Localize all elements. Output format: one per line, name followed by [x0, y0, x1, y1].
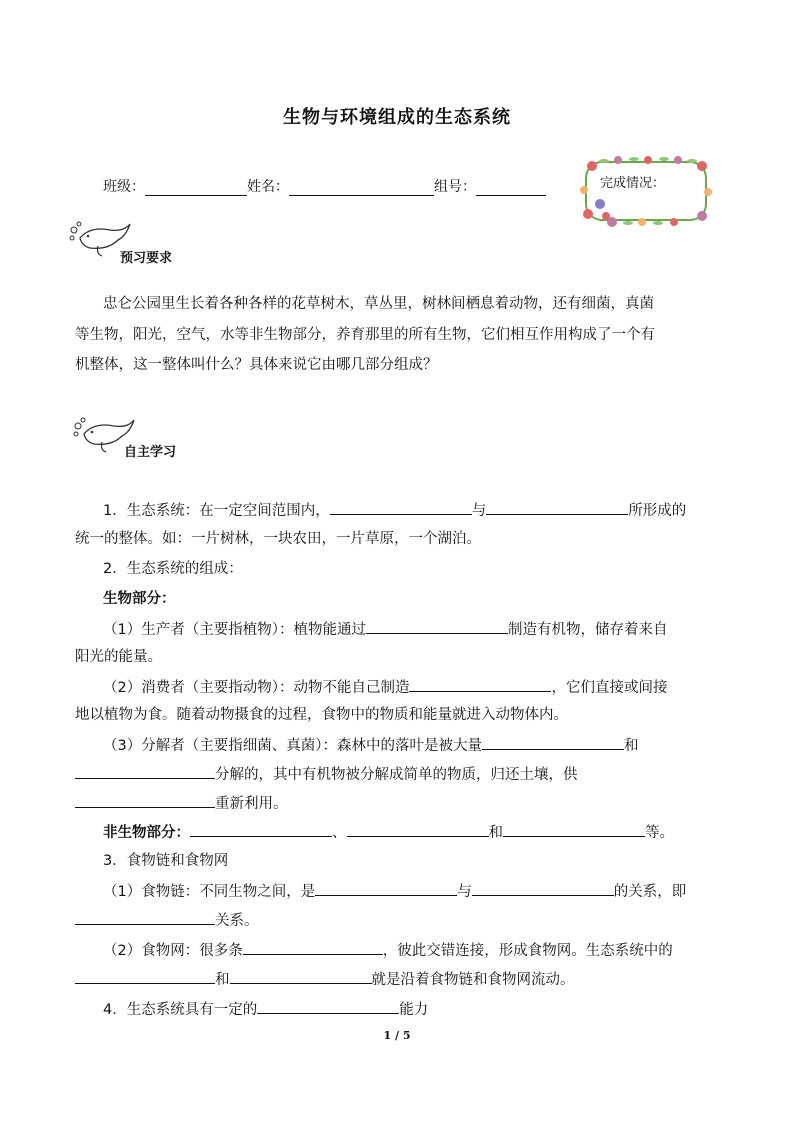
class-blank[interactable] [145, 180, 247, 196]
fill-blank[interactable] [257, 997, 399, 1014]
fill-blank[interactable] [347, 820, 489, 837]
food-chain-line: （1）食物链：不同生物之间，是 与 的关系，即 [103, 879, 686, 903]
preview-line: 机整体，这一整体叫什么？具体来说它由哪几部分组成？ [75, 357, 438, 373]
fill-blank[interactable] [366, 617, 508, 634]
producer-line: （1）生产者（主要指植物）：植物能通过 制造有机物，储存着来自 [103, 617, 667, 641]
fill-blank[interactable] [75, 908, 215, 925]
preview-line: 忠仑公园里生长着各种各样的花草树木，草丛里，树林间栖息着动物，还有细菌，真菌 [103, 296, 654, 312]
item-2: 2．生态系统的组成： [103, 561, 243, 577]
page-title: 生物与环境组成的生态系统 [283, 107, 511, 128]
fill-blank[interactable] [75, 791, 215, 808]
page-number: 1 / 5 [383, 1029, 411, 1042]
group-label: 组号： [434, 179, 476, 195]
item-4: 4．生态系统具有一定的 能力 [103, 997, 428, 1021]
student-info-row [103, 176, 546, 196]
fill-blank[interactable] [472, 879, 614, 896]
fill-blank[interactable] [503, 820, 645, 837]
group-blank[interactable] [476, 180, 546, 196]
bio-part-heading: 生物部分： [103, 591, 176, 607]
item-3: 3．食物链和食物网 [103, 853, 229, 869]
decomposer-line: （3）分解者（主要指细菌、真菌）：森林中的落叶是被大量 和 [103, 733, 638, 757]
food-web-cont: 和 就是沿着食物链和食物网流动。 [75, 967, 575, 991]
flower-wreath-icon [578, 154, 714, 228]
decomposer-cont: 重新利用。 [75, 791, 288, 815]
completion-label: 完成情况： [600, 176, 666, 191]
preview-heading: 预习要求 [120, 251, 173, 266]
class-label: 班级： [103, 179, 145, 195]
item-1-cont: 统一的整体。如：一片树林，一块农田，一片草原，一个湖泊。 [75, 531, 481, 547]
fill-blank[interactable] [330, 498, 472, 515]
fill-blank[interactable] [409, 675, 551, 692]
fill-blank[interactable] [315, 879, 457, 896]
decomposer-cont: 分解的，其中有机物被分解成简单的物质，归还土壤，供 [75, 762, 578, 786]
fill-blank[interactable] [75, 967, 215, 984]
preview-line: 等生物，阳光，空气，水等非生物部分，养育那里的所有生物，它们相互作用构成了一个有 [75, 327, 655, 343]
nonbio-line: 非生物部分： 、 和 等。 [103, 820, 674, 844]
fill-blank[interactable] [486, 498, 628, 515]
name-label: 姓名： [247, 179, 289, 195]
fill-blank[interactable] [482, 733, 624, 750]
food-chain-cont: 关系。 [75, 908, 259, 932]
name-blank[interactable] [289, 180, 434, 196]
producer-cont: 阳光的能量。 [75, 649, 162, 665]
item-1: 1．生态系统：在一定空间范围内， 与 所形成的 [103, 498, 686, 522]
fill-blank[interactable] [190, 820, 332, 837]
fill-blank[interactable] [230, 967, 372, 984]
food-web-line: （2）食物网：很多条 ，彼此交错连接，形成食物网。生态系统中的 [103, 938, 673, 962]
fill-blank[interactable] [75, 762, 215, 779]
fill-blank[interactable] [243, 938, 383, 955]
consumer-line: （2）消费者（主要指动物）：动物不能自己制造 ，它们直接或间接 [103, 675, 667, 699]
consumer-cont: 地以植物为食。随着动物摄食的过程，食物中的物质和能量就进入动物体内。 [75, 707, 568, 723]
self-study-heading: 自主学习 [124, 445, 177, 460]
